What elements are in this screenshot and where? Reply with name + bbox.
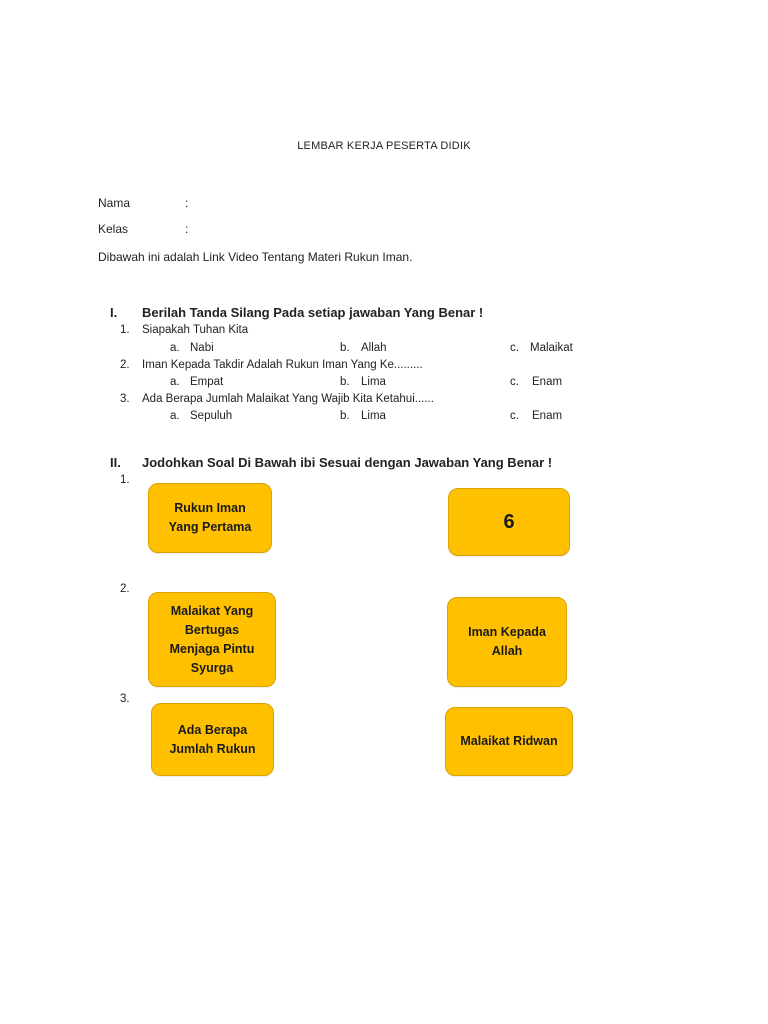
page-title: LEMBAR KERJA PESERTA DIDIK (297, 140, 471, 152)
option-letter: c. (510, 376, 519, 388)
match-question-box-1[interactable] (148, 483, 272, 553)
option-letter: a. (170, 376, 180, 388)
option-letter: b. (340, 410, 350, 422)
option-text: Empat (190, 376, 224, 388)
option-letter: c. (510, 410, 519, 422)
question-1-text: Siapakah Tuhan Kita (142, 324, 249, 336)
option-text: Sepuluh (190, 410, 233, 422)
option-letter: c. (510, 342, 519, 354)
section1-number: I. (110, 305, 118, 320)
field-colon-nama: : (185, 196, 189, 210)
question-1-number: 1. (120, 324, 130, 336)
intro-text: Dibawah ini adalah Link Video Tentang Materi Rukun Iman. (98, 250, 413, 264)
section2-number: II. (110, 455, 121, 470)
match-answer-line: Allah (491, 644, 523, 658)
option-text: Lima (361, 410, 386, 422)
option-letter: b. (340, 376, 350, 388)
question-2-number: 2. (120, 359, 130, 371)
match-question-line: Bertugas (184, 622, 240, 637)
option-text: Malaikat (530, 342, 573, 354)
match-item-3-number: 3. (120, 693, 130, 705)
match-question-line: Yang Pertama (168, 520, 252, 534)
field-label-kelas: Kelas (98, 222, 129, 236)
match-question-line: Jumlah Rukun (169, 741, 256, 756)
option-text: Enam (532, 376, 563, 388)
question-2-text: Iman Kepada Takdir Adalah Rukun Iman Yang Ke......... (142, 359, 423, 371)
match-question-box-3[interactable] (151, 703, 274, 776)
section1-heading: Berilah Tanda Silang Pada setiap jawaban Yang Benar ! (142, 305, 484, 320)
match-item-1-number: 1. (120, 474, 130, 486)
match-question-box-2[interactable] (148, 592, 276, 687)
match-question-line: Malaikat Yang (170, 603, 254, 618)
match-answer-line: Iman Kepada (468, 625, 546, 639)
field-label-nama: Nama (98, 196, 131, 210)
option-text: Lima (361, 376, 386, 388)
question-3-text: Ada Berapa Jumlah Malaikat Yang Wajib Kita Ketahui...... (142, 393, 434, 405)
question-3-number: 3. (120, 393, 130, 405)
match-answer-line: 6 (503, 510, 515, 533)
match-answer-box-1[interactable] (448, 488, 570, 556)
match-answer-line: Malaikat Ridwan (460, 734, 558, 748)
match-answer-box-3[interactable] (445, 707, 573, 776)
option-text: Enam (532, 410, 563, 422)
field-colon-kelas: : (185, 222, 189, 236)
option-letter: b. (340, 342, 350, 354)
option-text: Nabi (190, 342, 214, 354)
option-text: Allah (361, 342, 387, 354)
match-question-line: Ada Berapa (177, 722, 248, 737)
option-letter: a. (170, 342, 180, 354)
match-question-line: Rukun Iman (174, 501, 246, 515)
option-letter: a. (170, 410, 180, 422)
match-question-line: Syurga (190, 660, 234, 675)
section2-heading: Jodohkan Soal Di Bawah ibi Sesuai dengan Jawaban Yang Benar ! (142, 455, 553, 470)
match-answer-box-2[interactable] (447, 597, 567, 687)
match-question-line: Menjaga Pintu (169, 641, 255, 656)
match-item-2-number: 2. (120, 583, 130, 595)
